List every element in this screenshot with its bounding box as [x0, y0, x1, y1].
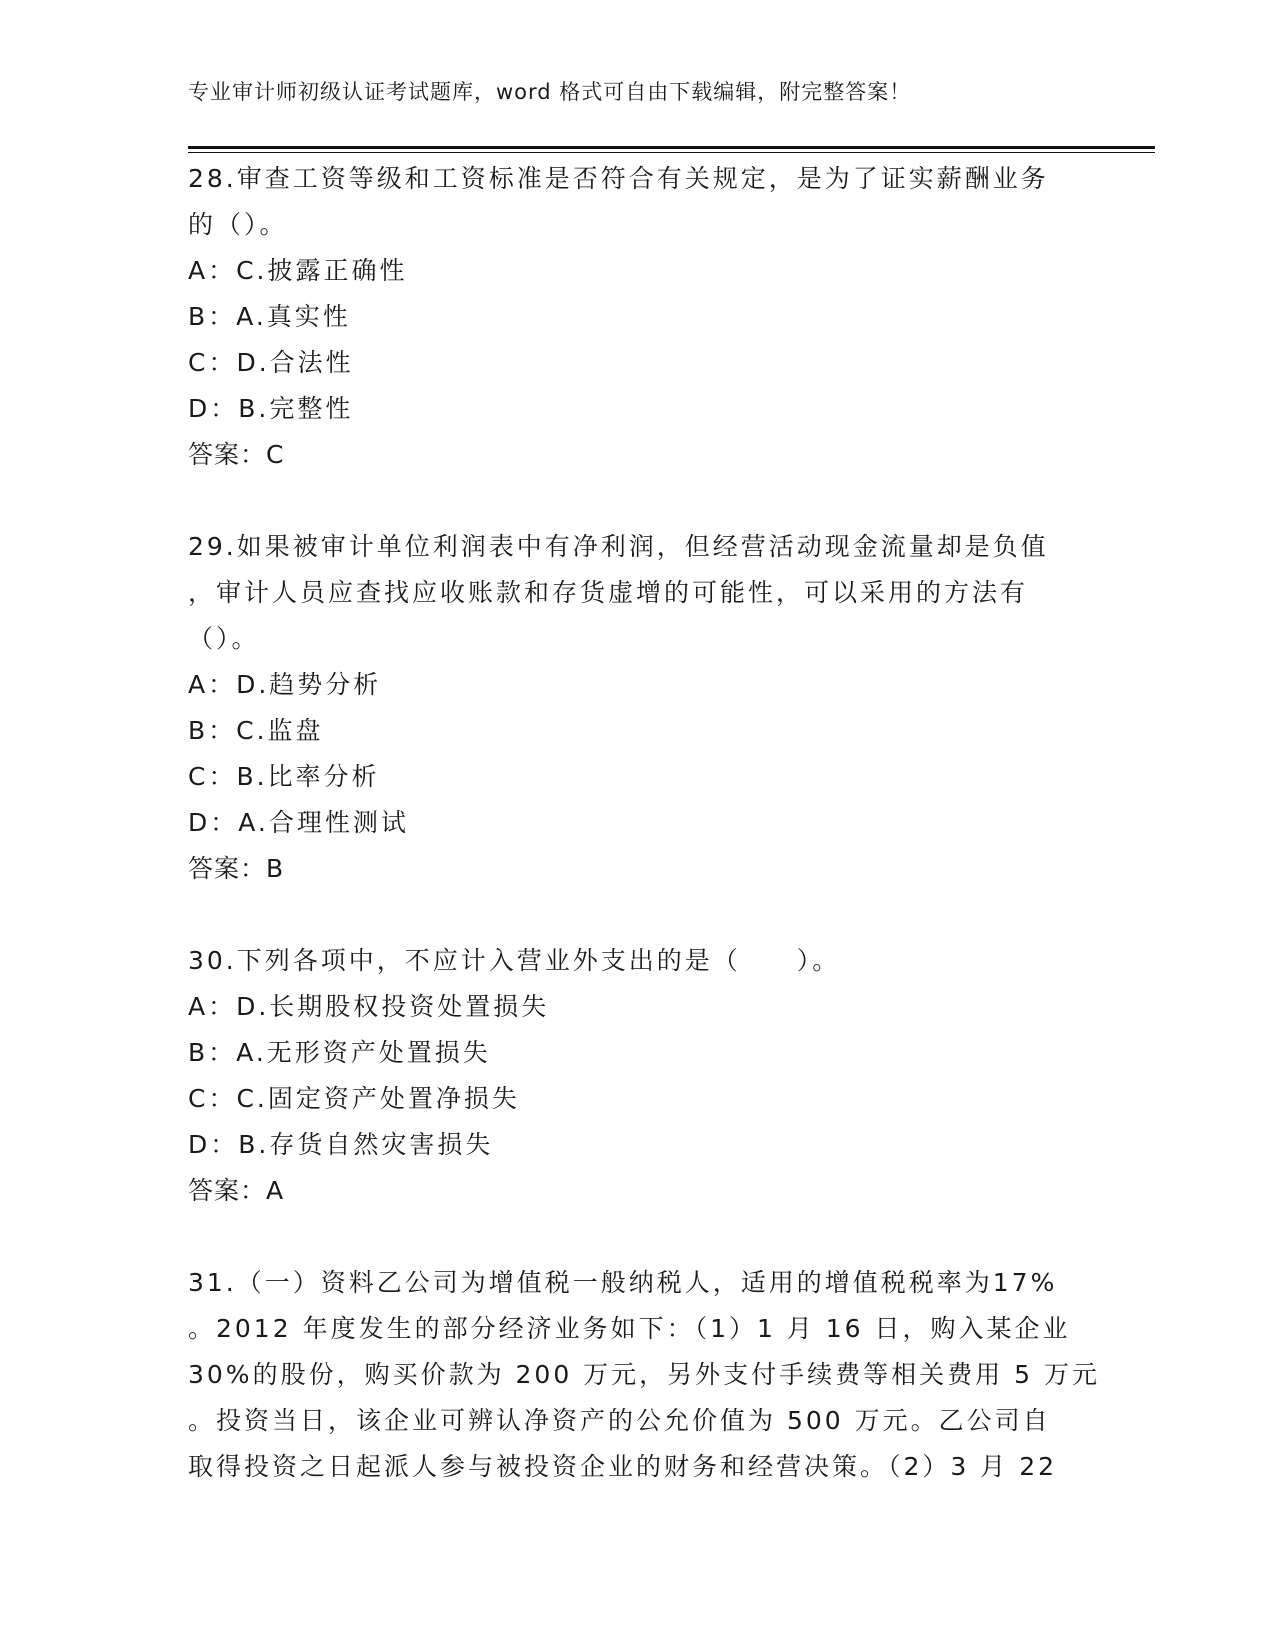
option-b: B：A.无形资产处置损失 [188, 1038, 491, 1067]
answer-text: 答案：B [188, 854, 285, 883]
option-d: D：B.存货自然灾害损失 [188, 1130, 494, 1159]
option-c: C：B.比率分析 [188, 762, 380, 791]
question-text-line: 30.下列各项中，不应计入营业外支出的是（ ）。 [188, 946, 841, 975]
question-text-line: （）。 [188, 624, 260, 653]
option-c: C：D.合法性 [188, 348, 354, 377]
option-a: A：C.披露正确性 [188, 256, 408, 285]
spacer [188, 892, 1088, 938]
header-rule-thin [188, 152, 1155, 153]
question-text-line: 31.（一）资料乙公司为增值税一般纳税人，适用的增值税税率为17% [188, 1268, 1058, 1297]
option-b: B：A.真实性 [188, 302, 351, 331]
option-a: A：D.趋势分析 [188, 670, 382, 699]
answer-text: 答案：A [188, 1176, 285, 1205]
question-31 [188, 1260, 1100, 1490]
spacer [188, 478, 1088, 524]
question-28 [188, 156, 1088, 478]
page-header: 专业审计师初级认证考试题库，word 格式可自由下载编辑，附完整答案！ [188, 80, 912, 104]
header-rule-thick [188, 146, 1155, 149]
spacer [188, 1214, 1088, 1260]
answer-text: 答案：C [188, 440, 285, 469]
option-a: A：D.长期股权投资处置损失 [188, 992, 550, 1021]
option-b: B：C.监盘 [188, 716, 324, 745]
question-text-line: 。投资当日，该企业可辨认净资产的公允价值为 500 万元。乙公司自 [188, 1406, 1051, 1435]
question-list [188, 156, 1100, 1490]
question-text-line: ，审计人员应查找应收账款和存货虚增的可能性，可以采用的方法有 [188, 578, 1029, 607]
option-c: C：C.固定资产处置净损失 [188, 1084, 520, 1113]
option-d: D：A.合理性测试 [188, 808, 409, 837]
question-29 [188, 524, 1088, 892]
option-d: D：B.完整性 [188, 394, 354, 423]
question-text-line: 28.审查工资等级和工资标准是否符合有关规定，是为了证实薪酬业务 [188, 164, 1049, 193]
question-text-line: 取得投资之日起派人参与被投资企业的财务和经营决策。（2）3 月 22 [188, 1452, 1058, 1481]
question-text-line: 的（）。 [188, 210, 288, 239]
question-30 [188, 938, 1088, 1214]
question-text-line: 29.如果被审计单位利润表中有净利润，但经营活动现金流量却是负值 [188, 532, 1049, 561]
question-text-line: 30%的股份，购买价款为 200 万元，另外支付手续费等相关费用 5 万元 [188, 1360, 1100, 1389]
question-text-line: 。2012 年度发生的部分经济业务如下：（1）1 月 16 日，购入某企业 [188, 1314, 1071, 1343]
